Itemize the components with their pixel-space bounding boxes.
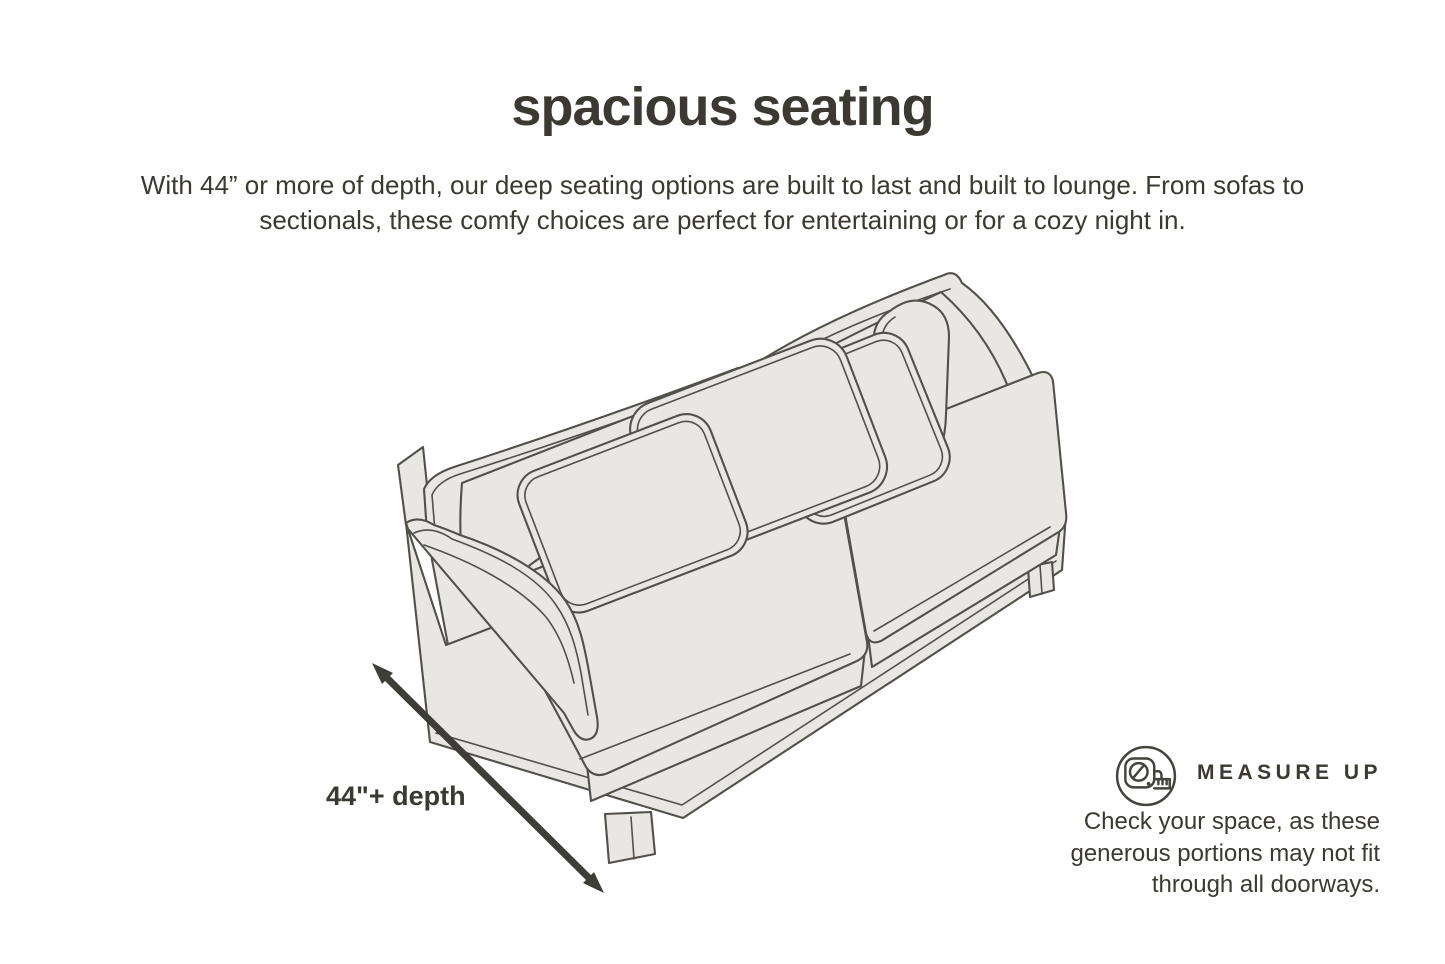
intro-description: With 44” or more of depth, our deep seating options are built to last and built to lounge. From sofas to sectionals, these comfy choices are perfect for entertaining or for a cozy night in. — [140, 170, 1305, 235]
tape-measure-icon — [1114, 744, 1178, 808]
sofa-illustration — [350, 265, 1120, 925]
measure-up-note: Check your space, as these generous portions may not fit through all doorways. — [1070, 808, 1380, 898]
measure-up-title: MEASURE UP — [1197, 761, 1383, 784]
page-title: spacious seating — [511, 77, 934, 137]
sofa-line-art — [350, 265, 1120, 925]
depth-dimension-label: 44"+ depth — [326, 781, 466, 811]
sofa-front-leg — [605, 812, 655, 863]
